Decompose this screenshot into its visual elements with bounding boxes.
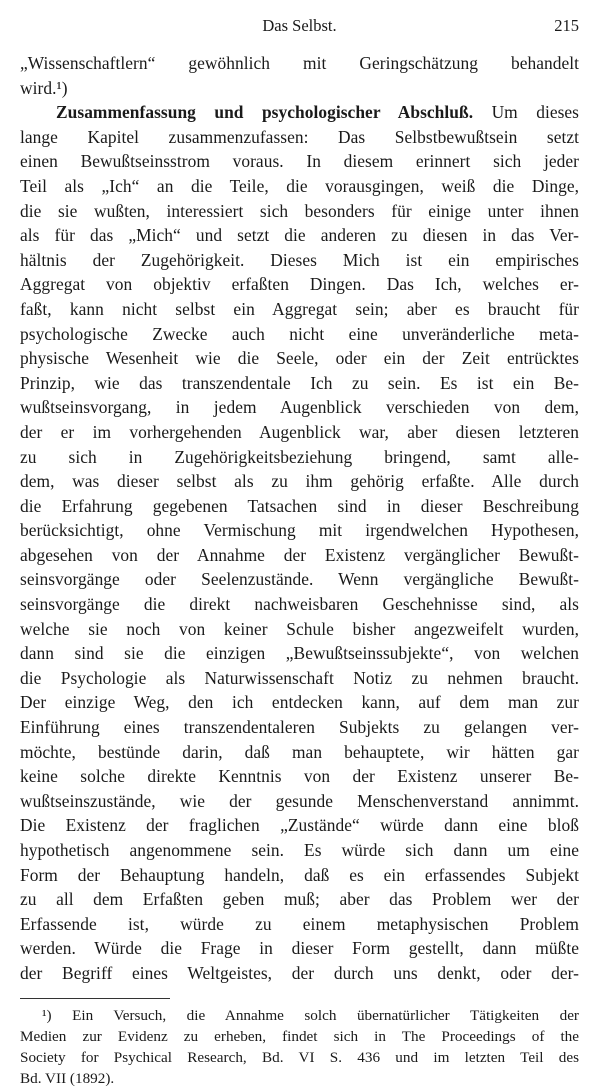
text-line: physische Wesenheit wie die Seele, oder ein der Zeit entrücktes	[20, 348, 579, 369]
body-text	[20, 51, 579, 986]
text-line: werden. Würde die Frage in dieser Form gestellt, dann müßte	[20, 938, 579, 959]
text-line: Form der Behauptung handeln, daß es ein erfassendes Subjekt	[20, 864, 579, 885]
text-line: der Begriff eines Weltgeistes, der durch uns denkt, oder der-	[20, 962, 579, 983]
text-line: zu sich in Zugehörigkeitsbeziehung bringend, samt alle-	[20, 446, 579, 467]
footnote-line: Bd. VII (1892).	[20, 1069, 115, 1087]
text-line: Aggregat von objektiv erfaßten Dingen. Das Ich, welches er-	[20, 274, 579, 295]
text-line: Teil als „Ich“ an die Teile, die vorausgingen, weiß die Dinge,	[20, 175, 579, 196]
text-line: keine solche direkte Kenntnis von der Existenz unserer Be-	[20, 766, 579, 787]
footnote-line: Medien zur Evidenz zu erheben, findet sich in The Proceedings of the	[20, 1027, 579, 1045]
text-line: dem, was dieser selbst als zu ihm gehörig erfaßte. Alle durch	[20, 471, 579, 492]
text-line: Der einzige Weg, den ich entdecken kann, auf dem man zur	[20, 692, 579, 713]
text-line: berücksichtigt, ohne Vermischung mit irgendwelchen Hypothesen,	[20, 520, 579, 541]
text-line: die Psychologie als Naturwissenschaft Notiz zu nehmen braucht.	[20, 667, 579, 688]
text-line: dann sind sie die einzigen „Bewußtseinssubjekte“, von welchen	[20, 643, 579, 664]
text-line: die sie wußten, interessiert sich besonders für einige unter ihnen	[20, 200, 579, 221]
text-line: wußtseinszustände, wie der gesunde Menschenverstand annimmt.	[20, 790, 579, 811]
running-title: Das Selbst.	[262, 16, 337, 35]
text-line: Einführung eines transzendentaleren Subjekts zu gelangen ver-	[20, 717, 579, 738]
running-head	[20, 16, 579, 40]
text-line: zu all dem Erfaßten geben muß; aber das Problem wer der	[20, 889, 579, 910]
text-line: abgesehen von der Annahme der Existenz vergänglicher Bewußt-	[20, 544, 579, 565]
footnote-line: ¹) Ein Versuch, die Annahme solch übernatürlicher Tätigkeiten der	[42, 1006, 579, 1024]
text-line: hypothetisch angenommene sein. Es würde sich dann um eine	[20, 840, 579, 860]
footnote	[20, 1005, 579, 1089]
text-line: faßt, kann nicht selbst ein Aggregat sein; aber es braucht für	[20, 298, 579, 319]
text-line: Erfassende ist, würde zu einem metaphysischen Problem	[20, 913, 579, 934]
text-line: Die Existenz der fraglichen „Zustände“ würde dann eine bloß	[20, 815, 579, 836]
page-number: 215	[554, 16, 579, 35]
text-line: einen Bewußtseinsstrom voraus. In diesem erinnert sich jeder	[20, 151, 579, 172]
footnote-line: Society for Psychical Research, Bd. VI S. 436 und im letzten Teil des	[20, 1048, 579, 1066]
text-line: welche sie noch von keiner Schule bisher angezweifelt wurden,	[20, 618, 579, 639]
text-line: hältnis der Zugehörigkeit. Dieses Mich ist ein empirisches	[20, 249, 579, 270]
text-line: der er im vorhergehenden Augenblick war, aber diesen letzteren	[20, 421, 579, 442]
footnote-divider	[20, 998, 170, 999]
text-line: seinsvorgänge die direkt nachweisbaren Geschehnisse sind, als	[20, 594, 579, 615]
text-line: wird.¹)	[20, 77, 68, 98]
section-heading: Zusammenfassung und psychologischer Abschluß.	[56, 102, 474, 123]
text-line: psychologische Zwecke auch nicht eine unveränderliche meta-	[20, 323, 579, 344]
text-line: seinsvorgänge oder Seelenzustände. Wenn vergängliche Bewußt-	[20, 569, 579, 590]
text-line: wußtseinsvorgang, in jedem Augenblick verschieden von dem,	[20, 397, 579, 418]
text-line: Prinzip, wie das transzendentale Ich zu sein. Es ist ein Be-	[20, 372, 579, 393]
text-line: möchte, bestünde darin, daß man behauptete, wir hätten gar	[20, 741, 579, 762]
text-line: die Erfahrung gegebenen Tatsachen sind in dieser Beschreibung	[20, 495, 579, 516]
text-line: lange Kapitel zusammenzufassen: Das Selbstbewußtsein setzt	[20, 126, 579, 147]
text-line: als für das „Mich“ und setzt die anderen zu diesen in das Ver-	[20, 225, 579, 246]
section-heading-line: Zusammenfassung und psychologischer Abschluß. Um dieses	[56, 102, 579, 123]
text-line: „Wissenschaftlern“ gewöhnlich mit Geringschätzung behandelt	[20, 53, 579, 73]
